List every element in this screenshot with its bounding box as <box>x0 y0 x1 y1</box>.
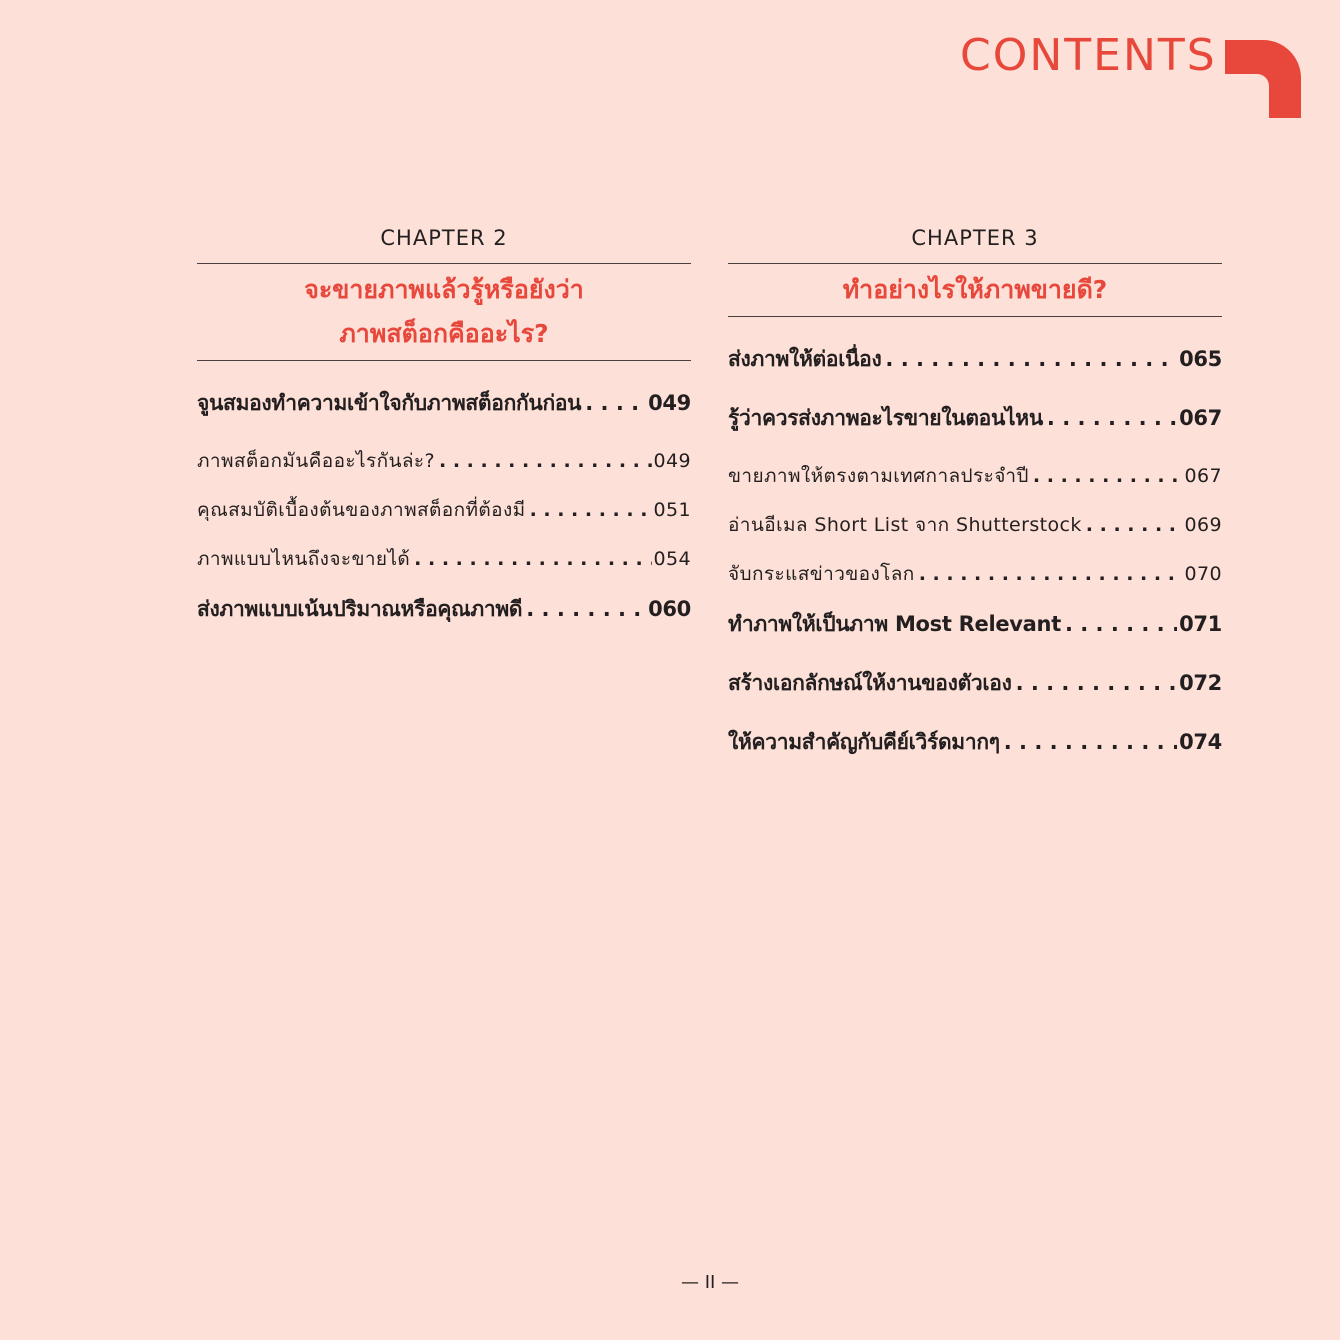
toc-entry[interactable] <box>728 343 1222 402</box>
toc-entry[interactable] <box>728 608 1222 667</box>
toc-entry-title: ส่งภาพแบบเน้นปริมาณหรือคุณภาพดี <box>197 597 523 621</box>
toc-entry-title: ภาพสต็อกมันคืออะไรกันล่ะ? <box>197 450 436 472</box>
toc-page-number: 074 <box>1179 730 1222 754</box>
dot-leader <box>1086 510 1183 540</box>
toc-page-number: 070 <box>1184 563 1222 585</box>
toc-entry-title: ให้ความสำคัญกับคีย์เวิร์ดมากๆ <box>728 730 1000 754</box>
toc-page-number: 069 <box>1184 514 1222 536</box>
chapter-title-line: จะขายภาพแล้วรู้หรือยังว่า <box>304 275 584 304</box>
divider <box>197 360 691 361</box>
dot-leader <box>585 387 646 419</box>
toc-page-number: 049 <box>653 450 691 472</box>
toc-entry-title: จูนสมองทำความเข้าใจกับภาพสต็อกกันก่อน <box>197 391 582 415</box>
toc-entry-title: ส่งภาพให้ต่อเนื่อง <box>728 347 882 371</box>
toc-entry-title: ขายภาพให้ตรงตามเทศกาลประจำปี <box>728 465 1029 487</box>
toc-entry[interactable] <box>728 402 1222 461</box>
toc-entry[interactable] <box>728 461 1222 510</box>
toc-entry-title: จับกระแสข่าวของโลก <box>728 563 915 585</box>
dot-leader <box>885 343 1177 375</box>
toc-page-number: 060 <box>648 597 691 621</box>
toc-entry[interactable] <box>728 726 1222 785</box>
divider <box>728 316 1222 317</box>
chapter-title <box>728 264 1222 316</box>
dot-leader <box>1047 402 1177 434</box>
toc-entry[interactable] <box>728 667 1222 726</box>
dot-leader <box>530 495 652 525</box>
chapter-title-line: ทำอย่างไรให้ภาพขายดี? <box>842 275 1108 304</box>
dot-leader <box>1033 461 1183 491</box>
toc-entry[interactable] <box>197 544 691 593</box>
toc-list <box>728 343 1222 785</box>
toc-page-number: 067 <box>1179 406 1222 430</box>
toc-entry-title: ภาพแบบไหนถึงจะขายได้ <box>197 548 411 570</box>
chapter-label: CHAPTER 3 <box>911 226 1039 250</box>
chapter-label: CHAPTER 2 <box>380 226 508 250</box>
page-number: — II — <box>680 1272 740 1293</box>
toc-entry[interactable] <box>197 593 691 652</box>
toc-page-number: 054 <box>653 548 691 570</box>
toc-page-number: 067 <box>1184 465 1222 487</box>
chapter-3-column <box>728 222 1222 785</box>
dot-leader <box>414 544 651 574</box>
toc-entry-title: สร้างเอกลักษณ์ให้งานของตัวเอง <box>728 671 1012 695</box>
toc-entry-title: ทำภาพให้เป็นภาพ Most Relevant <box>728 612 1061 636</box>
toc-list <box>197 387 691 652</box>
toc-entry-title: อ่านอีเมล Short List จาก Shutterstock <box>728 514 1082 536</box>
dot-leader <box>439 446 652 476</box>
toc-entry[interactable] <box>728 510 1222 559</box>
toc-entry-title: รู้ว่าควรส่งภาพอะไรขายในตอนไหน <box>728 406 1043 430</box>
toc-entry[interactable] <box>197 495 691 544</box>
contents-heading: CONTENTS <box>960 30 1217 81</box>
chapter-title <box>197 264 691 360</box>
toc-page-number: 065 <box>1179 347 1222 371</box>
dot-leader <box>1004 726 1177 758</box>
toc-entry[interactable] <box>197 446 691 495</box>
dot-leader <box>919 559 1183 589</box>
corner-accent-shape <box>1225 40 1301 118</box>
toc-page-number: 049 <box>648 391 691 415</box>
toc-entry[interactable] <box>197 387 691 446</box>
toc-entry[interactable] <box>728 559 1222 608</box>
dot-leader <box>1016 667 1178 699</box>
chapter-title-line: ภาพสต็อกคืออะไร? <box>339 319 549 348</box>
dot-leader <box>1065 608 1177 640</box>
toc-page-number: 072 <box>1179 671 1222 695</box>
chapter-2-column <box>197 222 691 652</box>
toc-page-number: 071 <box>1179 612 1222 636</box>
toc-page-number: 051 <box>653 499 691 521</box>
dot-leader <box>526 593 646 625</box>
toc-entry-title: คุณสมบัติเบื้องต้นของภาพสต็อกที่ต้องมี <box>197 499 526 521</box>
